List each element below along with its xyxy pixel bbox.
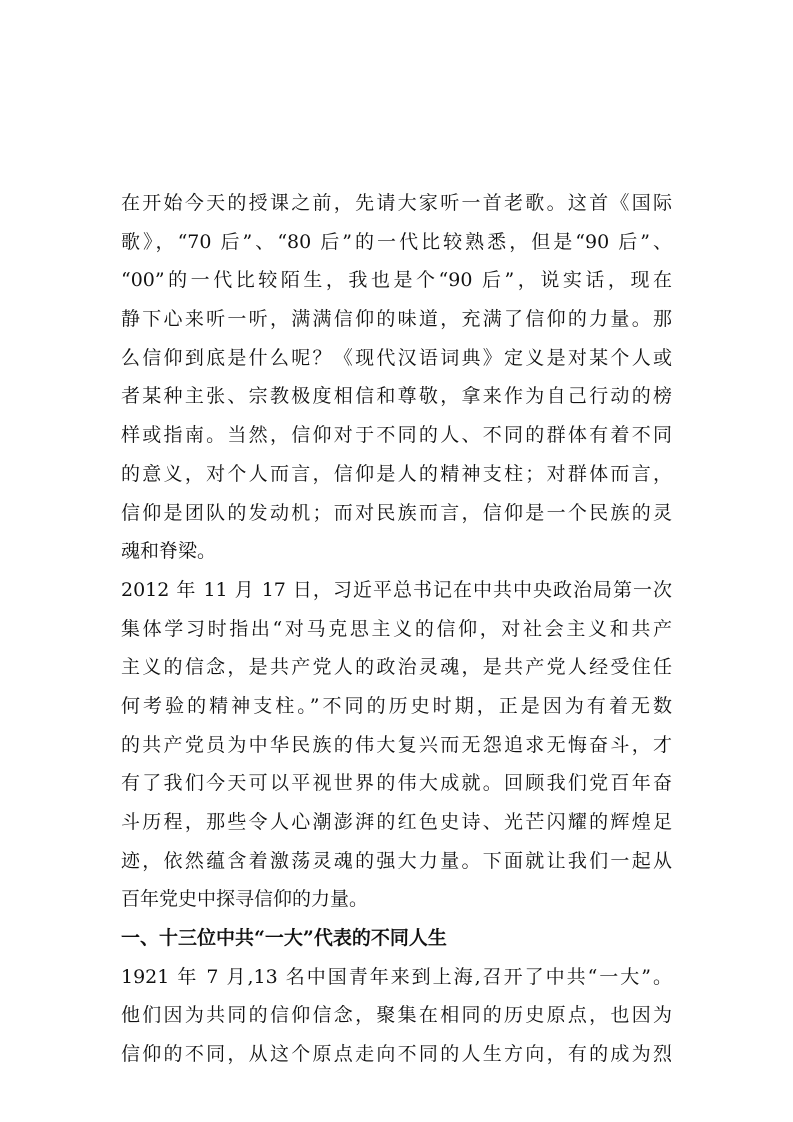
section-heading: [121, 919, 672, 958]
text-line: 2012 年 11 月 17 日，习近平总书记在中共中央政治局第一次: [121, 578, 672, 601]
text-line: 么信仰到底是什么呢？《现代汉语词典》定义是对某个人或: [121, 346, 672, 369]
paragraph-1921: [121, 958, 672, 1074]
text-line: 歌》，“70 后”、“80 后”的一代比较熟悉，但是“90 后”、: [121, 230, 672, 253]
text-line: 百年党史中探寻信仰的力量。: [121, 888, 369, 911]
text-line: “00”的一代比较陌生，我也是个“90 后”，说实话，现在: [121, 269, 672, 292]
text-line: 集体学习时指出“对马克思主义的信仰，对社会主义和共产: [121, 617, 672, 640]
text-line: 他们因为共同的信仰信念，聚集在相同的历史原点，也因为: [121, 1004, 672, 1027]
paragraph-2012-speech: [121, 571, 672, 919]
text-line: 主义的信念，是共产党人的政治灵魂，是共产党人经受住任: [121, 656, 672, 679]
text-line: 样或指南。当然，信仰对于不同的人、不同的群体有着不同: [121, 424, 672, 447]
text-line: 迹，依然蕴含着激荡灵魂的强大力量。下面就让我们一起从: [121, 849, 672, 872]
text-line: 信仰的不同，从这个原点走向不同的人生方向，有的成为烈: [121, 1043, 672, 1066]
text-line: 静下心来听一听，满满信仰的味道，充满了信仰的力量。那: [121, 308, 672, 331]
text-line: 1921 年 7 月,13 名中国青年来到上海,召开了中共“一大”。: [121, 965, 672, 988]
text-line: 信仰是团队的发动机；而对民族而言，信仰是一个民族的灵: [121, 501, 672, 524]
document-body: [121, 184, 672, 1074]
text-line: 斗历程，那些令人心潮澎湃的红色史诗、光芒闪耀的辉煌足: [121, 811, 672, 833]
text-line: 在开始今天的授课之前，先请大家听一首老歌。这首《国际: [121, 192, 672, 214]
text-line: 魂和脊梁。: [121, 540, 217, 563]
heading-text: 一、十三位中共“一大”代表的不同人生: [121, 927, 447, 950]
text-line: 的共产党员为中华民族的伟大复兴而无怨追求无悔奋斗，才: [121, 733, 672, 756]
text-line: 有了我们今天可以平视世界的伟大成就。回顾我们党百年奋: [121, 772, 672, 795]
paragraph-intro: [121, 184, 672, 571]
text-line: 者某种主张、宗教极度相信和尊敬，拿来作为自己行动的榜: [121, 385, 672, 408]
text-line: 的意义，对个人而言，信仰是人的精神支柱；对群体而言，: [121, 462, 672, 485]
text-line: 何考验的精神支柱。”不同的历史时期，正是因为有着无数: [121, 694, 672, 717]
